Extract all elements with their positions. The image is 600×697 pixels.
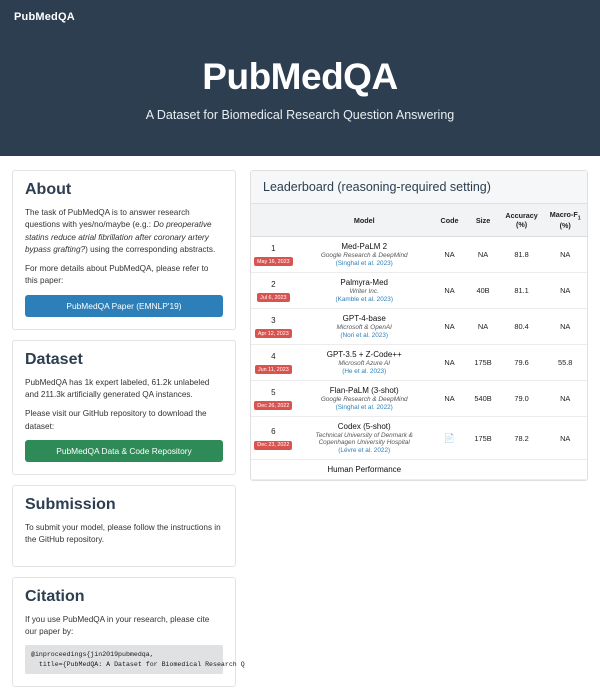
rank-date-badge: Jul 6, 2023 [257, 293, 289, 302]
table-row [251, 381, 587, 417]
model-citation-link[interactable]: (Singhal et al. 2023) [335, 260, 393, 268]
model-org: Google Research & DeepMind [320, 396, 408, 404]
leaderboard-table-body [251, 237, 587, 480]
navbar-brand[interactable]: PubMedQA [14, 11, 75, 23]
cell-rank [251, 309, 296, 345]
cell-macro-f1: 55.8 [543, 345, 587, 381]
rank-date-badge: Jun 11, 2023 [255, 365, 292, 374]
model-org: Writer Inc. [349, 288, 379, 296]
table-row [251, 460, 587, 480]
cell-rank [251, 345, 296, 381]
cell-accuracy: 81.1 [500, 273, 544, 309]
rank-number: 5 [271, 387, 276, 397]
navbar [0, 0, 600, 34]
cell-size: 175B [466, 417, 500, 460]
about-paragraph [25, 207, 223, 256]
th-code: Code [433, 204, 467, 237]
cell-rank [251, 237, 296, 273]
model-org: Microsoft Azure AI [338, 360, 391, 368]
cell-code [433, 417, 467, 460]
about-text-example: Do preoperative statins reduce atrial fibrillation after coronary artery bypass grafting? [25, 220, 212, 254]
cell-code: NA [433, 273, 467, 309]
main-content [0, 156, 600, 697]
rank-date-badge: Dec 23, 2022 [254, 441, 292, 450]
leaderboard-card [250, 170, 588, 481]
model-citation-link[interactable]: (Nori et al. 2023) [340, 332, 389, 340]
table-row [251, 345, 587, 381]
cell-macro-f1: NA [543, 417, 587, 460]
cell-rank [251, 417, 296, 460]
rank-date-badge: Dec 26, 2022 [254, 401, 292, 410]
about-panel [12, 170, 236, 330]
rank-number: 3 [271, 315, 276, 325]
rank-number: 1 [271, 243, 276, 253]
model-org: Google Research & DeepMind [320, 252, 408, 260]
right-column [250, 170, 588, 697]
table-row [251, 273, 587, 309]
model-citation-link[interactable]: (Lévre et al. 2022) [338, 447, 391, 455]
table-row [251, 309, 587, 345]
model-org: Technical University of Denmark & [315, 432, 413, 440]
dataset-repo-button[interactable]: PubMedQA Data & Code Repository [25, 440, 223, 462]
cell-code: NA [433, 237, 467, 273]
cell-size: 540B [466, 381, 500, 417]
rank-date-badge: Apr 12, 2023 [255, 329, 292, 338]
th-accuracy: Accuracy (%) [500, 204, 544, 237]
th-size: Size [466, 204, 500, 237]
dataset-download-note: Please visit our GitHub repository to download the dataset: [25, 409, 207, 431]
cell-code: NA [433, 309, 467, 345]
leaderboard-table [251, 204, 587, 480]
leaderboard-header: Leaderboard (reasoning-required setting) [251, 171, 587, 204]
dataset-stats: PubMedQA has 1k expert labeled, 61.2k unlabeled and 211.3k artificially generated QA instances. [25, 377, 210, 400]
cell-model [296, 460, 433, 480]
cell-accuracy: 81.8 [500, 237, 544, 273]
model-name: GPT-4-base [342, 314, 386, 324]
cell-rank [251, 460, 296, 480]
cell-size [466, 460, 500, 480]
rank-date-badge: May 16, 2023 [254, 257, 293, 266]
cell-rank [251, 273, 296, 309]
citation-panel [12, 577, 245, 688]
cell-accuracy: 79.0 [500, 381, 544, 417]
model-name: Med-PaLM 2 [341, 242, 388, 252]
page-title: PubMedQA [202, 56, 398, 97]
pubmedqa-paper-button[interactable]: PubMedQA Paper (EMNLP'19) [25, 295, 223, 317]
rank-number: 4 [271, 351, 276, 361]
citation-heading: Citation [25, 587, 85, 605]
cell-code: NA [433, 345, 467, 381]
cell-accuracy: 79.6 [500, 345, 544, 381]
th-model: Model [296, 204, 433, 237]
dataset-panel [12, 340, 236, 475]
left-column [12, 170, 245, 697]
cell-size: NA [466, 237, 500, 273]
model-name: GPT-3.5 + Z-Code++ [326, 350, 402, 360]
about-text-b: ) using the corresponding abstracts. [85, 244, 216, 254]
code-document-icon[interactable]: 📄 [443, 432, 456, 443]
rank-number: 6 [271, 427, 276, 437]
cell-model [296, 345, 433, 381]
citation-text: If you use PubMedQA in your research, please cite our paper by: [25, 614, 210, 636]
model-name: Codex (5-shot) [337, 422, 391, 432]
cell-model [296, 273, 433, 309]
model-citation-link[interactable]: (He et al. 2023) [342, 368, 387, 376]
th-macro-f1: Macro-$F_1$ (%) [543, 204, 587, 237]
page-subtitle: A Dataset for Biomedical Research Question Answering [145, 108, 455, 122]
submission-text: To submit your model, please follow the instructions in the GitHub repository. [25, 522, 221, 545]
citation-bibtex[interactable]: @inproceedings{jin2019pubmedqa, title={PubMedQA: A Dataset for Biomedical Research Q [25, 645, 223, 674]
about-heading: About [25, 181, 72, 198]
table-row [251, 237, 587, 273]
model-name: Flan-PaLM (3-shot) [329, 386, 399, 396]
cell-size: NA [466, 309, 500, 345]
about-text-a: The task of PubMedQA is to answer research questions with yes/no/maybe (e.g.: [25, 208, 190, 230]
cell-size: 40B [466, 273, 500, 309]
cell-model [296, 417, 433, 460]
cell-macro-f1: NA [543, 237, 587, 273]
hero-banner [0, 34, 600, 156]
model-org-second-line: Copenhagen University Hospital [318, 439, 410, 447]
dataset-heading: Dataset [25, 350, 83, 368]
cell-model [296, 309, 433, 345]
cell-size: 175B [466, 345, 500, 381]
cell-accuracy: 78.2 [500, 417, 544, 460]
leaderboard-table-head [251, 204, 587, 237]
submission-heading: Submission [25, 495, 116, 513]
cell-code: NA [433, 381, 467, 417]
cell-model [296, 381, 433, 417]
cell-code [433, 460, 467, 480]
cell-macro-f1: NA [543, 273, 587, 309]
submission-panel [12, 485, 236, 567]
model-org: Microsoft & OpenAI [336, 324, 392, 332]
cell-model [296, 237, 433, 273]
about-paper-note: For more details about PubMedQA, please refer to this paper: [25, 264, 209, 286]
cell-rank [251, 381, 296, 417]
cell-accuracy: 80.4 [500, 309, 544, 345]
table-row [251, 417, 587, 460]
cell-macro-f1: NA [543, 381, 587, 417]
rank-number: 2 [271, 279, 276, 289]
model-citation-link[interactable]: (Singhal et al. 2022) [335, 404, 393, 412]
cell-macro-f1 [543, 460, 587, 480]
table-header-row [251, 204, 587, 237]
model-name: Human Performance [327, 465, 402, 475]
cell-macro-f1: NA [543, 309, 587, 345]
cell-accuracy [500, 460, 544, 480]
th-rank [251, 204, 296, 237]
model-name: Palmyra-Med [340, 278, 388, 288]
model-citation-link[interactable]: (Kamble et al. 2023) [335, 296, 393, 304]
